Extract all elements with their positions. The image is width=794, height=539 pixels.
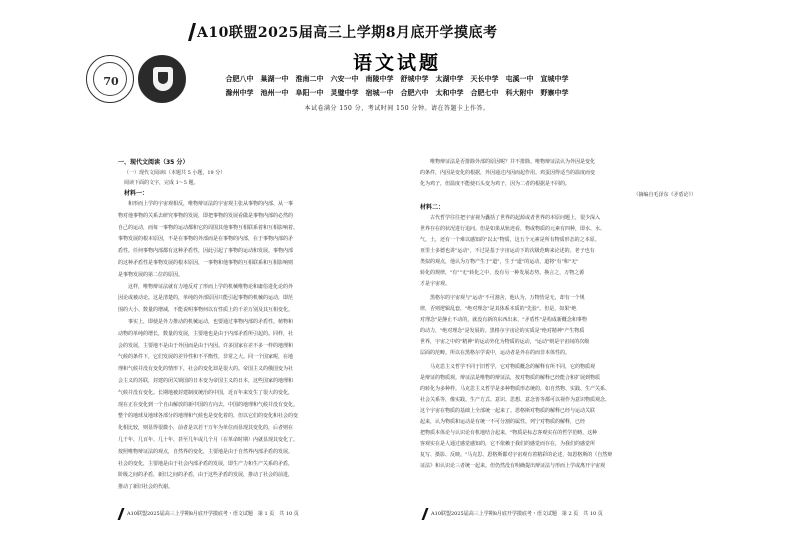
source-citation: （摘编自毛泽东《矛盾论》） — [633, 192, 696, 198]
text-line: 理和气候并没有变化的情形下，社会的变化却是很大的。帝国主义的俄国变为社 — [118, 366, 294, 373]
text-line: 黑格尔的宇宙观与"运动"不可割舍，他认为，万物皆是无，却有一个规 — [430, 295, 585, 301]
text-line: 和形而上学的宇宙观相反，唯物辩证法的宇宙观主张从事物的内部、从一事 — [128, 201, 294, 207]
text-line: 会主义的苏联，封建的闭关锁国的日本变为帝国主义的日本，这些国家的地理和 — [118, 378, 294, 384]
footer-brand-icon — [117, 508, 125, 520]
school-list-line-1: 合肥八中 巢湖一中 淮南二中 六安一中 南陵中学 舒城中学 太湖中学 天长中学 屯溪一中 宣城中学 — [225, 75, 569, 83]
material-one-label: 材料一： — [124, 190, 149, 197]
seal-anniversary-number: 70 — [103, 75, 119, 88]
text-line: 律，否则逻辑乱套，"绝对理念"是其体系本质的"先验"。但是，如果"绝 — [420, 306, 577, 312]
text-line: 转化的规律，"有""无"转化之中，没有另一种发展态势。换言之，万物之源 — [420, 270, 585, 276]
sub-heading: （一）现代文阅读Ⅰ（本题共 5 小题，19 分） — [124, 170, 226, 176]
text-line: 的动力，"绝对理念"是发展的。黑格尔宇宙论的实质是"绝对精神"产生物质 — [420, 328, 585, 334]
text-line: 客观实在是人通过感觉感知的，它不依赖于我们的感觉而存在，为我们的感觉所 — [420, 441, 596, 447]
text-line: 的条件，内因是变化的根据，外因通过内因而起作用。鸡蛋因得适当的温度而变 — [420, 170, 596, 176]
text-line: 推动了新旧社会的代谢。 — [118, 484, 174, 491]
text-line: 物对他事物的关系去研究事物的发展，即把事物的发展看做是事物内部的必然的 — [118, 212, 294, 219]
text-line: 几千年、几百年、几十年、甚至几年或几个月（在革命时期）内就显现其变化了。 — [118, 437, 299, 443]
subject-title: 语文试题 — [352, 52, 441, 74]
text-line: 把物质本体论与认识论有机地结合起来，"物质是标志客观实在的哲学范畴，这种 — [420, 430, 598, 436]
school-list-line-2: 滁州中学 池州一中 阜阳一中 灵璧中学 宿城一中 合肥六中 太和中学 合肥七中 科大附中 野寨中学 — [225, 89, 569, 97]
text-line: 这样，唯物辩证法就有力地反对了形而上学的机械唯物论和庸俗进化论的外 — [128, 283, 294, 290]
text-line: 证法》和认识论三者统一起来。但仍然没有明确提出辩证法与形而上学或离开宇宙观 — [420, 463, 606, 469]
text-line: 动物的单纯的增长，数量的发展，主要地也是由于内部矛盾所引起的。同样，社 — [118, 330, 294, 337]
text-line: 社会关系等，像实践、生产方式、意识、思想、意念皆等都可以视作为意识物质观念， — [420, 397, 611, 403]
text-line: 马克思主义哲学不同于旧哲学，它对物质概念的解释有所不同，它的物质观 — [430, 364, 596, 370]
reading-instruction: 阅读下面的文字，完成 1～5 题。 — [124, 180, 199, 186]
text-line: 古代哲学往往把宇宙视为囊括了世界的起源或者世界的本原问题上，很少深入 — [430, 215, 601, 221]
footer-page-2: A10联盟2025届高三上学期8月底开学摸底考・语文试题 第 2 页 共 10 页 — [431, 511, 603, 517]
material-two-label: 材料二： — [420, 204, 445, 211]
text-line: 按照唯物辩证法的观点，自然界的变化，主要地是由于自然界内部矛盾的发展。 — [118, 448, 294, 455]
text-line: 世界，宇宙之中的"精神"的运动外化为物质的运动，"运动"则是宇宙间的次级 — [420, 339, 590, 345]
footer-page-1: A10联盟2025届高三上学期8月底开学摸底考・语文试题 第 1 页 共 10 页 — [127, 511, 299, 517]
text-line: 气候的条件下，它们发展的差异性和不平衡性，非常之大。同一个国家呢，在地 — [118, 354, 294, 361]
section-heading: 一、现代文阅读（35 分） — [118, 159, 189, 166]
text-line: 这个宇宙在物质的基础上全部统一起来了。恩格斯对物质的解释已经与运动关联 — [420, 408, 596, 414]
text-line: 气候并没有变化。长期地被封建制度统治的中国，近百年来发生了很大的变化， — [118, 389, 294, 396]
text-line: 事物发展的根本原因，不是在事物的外部而是在事物的内部，在于事物内部的矛 — [118, 236, 294, 243]
text-line: 化为鸡子，但温度不能使石头变为鸡子，因为二者的根据是不同的。 — [420, 181, 571, 187]
brand-slash-icon — [187, 22, 197, 42]
text-line: 自己的运动，而每一事物的运动都和它的周围其他事物互相联系着和互相影响着。 — [118, 224, 299, 231]
text-line: 亚里士多德也讲"运动"，不过是基于宇宙运动下的次级范畴来论述的。老子也有 — [420, 248, 595, 254]
text-line: 阶级之间的矛盾，新旧之间的矛盾，由于这些矛盾的发展，推动了社会的前进， — [118, 472, 294, 479]
text-line: 复写、摄影、反映。"马克思、恩格斯都对宇宙观有着精彩的论述，如恩格斯的《自然辩 — [420, 452, 613, 458]
text-line: 唯物辩证法是否排除外部的原因呢？并不排除。唯物辩证法认为外因是变化 — [430, 159, 596, 165]
text-line: 整个的地球及地球各部分的地理和气候也是变化着的，但以它们的变化和社会的变 — [118, 413, 299, 420]
text-line: 围的大小、数量的增减，不能说明事物何以有性质上的千差万别及其互相变化。 — [118, 307, 294, 314]
text-line: 世界存在的状况进行追问。但是如果从轨迹看，物或物质的元素有四种，即水、水、 — [420, 226, 606, 232]
text-line: 是事物发展的第二位的原因。 — [118, 271, 184, 278]
text-line: 因论或被动论。这是清楚的，单纯的外部原因只能引起事物的机械的运动，即范 — [118, 295, 294, 302]
text-line: 才是宇宙观。 — [420, 281, 451, 287]
text-line: 对理念"是静止不动的，就没有新的东西出来，"矛盾性"是构成新概念和事物 — [420, 317, 587, 323]
exam-brand-title: A10联盟2025届高三上学期8月底开学摸底考 — [197, 25, 498, 41]
text-line: 社会的变化，主要地是由于社会内部矛盾的发展，即生产力和生产关系的矛盾， — [118, 460, 294, 467]
footer-brand-icon — [421, 508, 429, 520]
text-line: 事实上，即使是外力推动的机械运动，也要通过事物内部的矛盾性。植物和 — [128, 319, 294, 325]
text-line: 盾性。任何事物内部都有这种矛盾性，因此引起了事物的运动和发展。事物内部 — [118, 248, 294, 255]
text-line: 会的发展，主要地不是由于外因而是由于内因。许多国家在差不多一样的地理和 — [118, 342, 294, 349]
text-line: 化相比较，则显得很微小，前者是以若干万年为单位而显现其变化的，后者则在 — [118, 425, 294, 432]
text-line: 是辩证的物质观。辩证法是唯物的辩证法，按对物质的解释已经能合和扩展到物质 — [420, 375, 601, 381]
text-line: 层面的范畴。所以在黑格尔学说中，运动者是外在的而非本体性的。 — [420, 350, 571, 356]
exam-instructions-note: 本试卷满分 150 分，考试时间 150 分钟。请在答题卡上作答。 — [304, 105, 490, 112]
text-line: 的这种矛盾性是事物发展的根本原因，一事物和他事物的互相联系和互相影响则 — [118, 260, 294, 266]
text-line: 起来，认为物质和运动是有统一不可分割的属性。列宁对物质的解释，已经 — [420, 419, 586, 425]
text-line: 现在正在变化到一个自由解放的新中国的方向去，中国的地理和气候并没有变化。 — [118, 401, 299, 408]
text-line: 的转化为多种样。马克思主义哲学是多种物质形态统的，如自然物、实践、生产关系、 — [420, 386, 611, 392]
text-line: 气、土，还有一个难以感知的"以太"物质，这五个元素是所有物质形态的之本原。 — [420, 237, 600, 243]
text-line: 类似的观点，他认为万物产生于"道"，生于"道"的运动，道将"有"和"无" — [420, 259, 579, 265]
